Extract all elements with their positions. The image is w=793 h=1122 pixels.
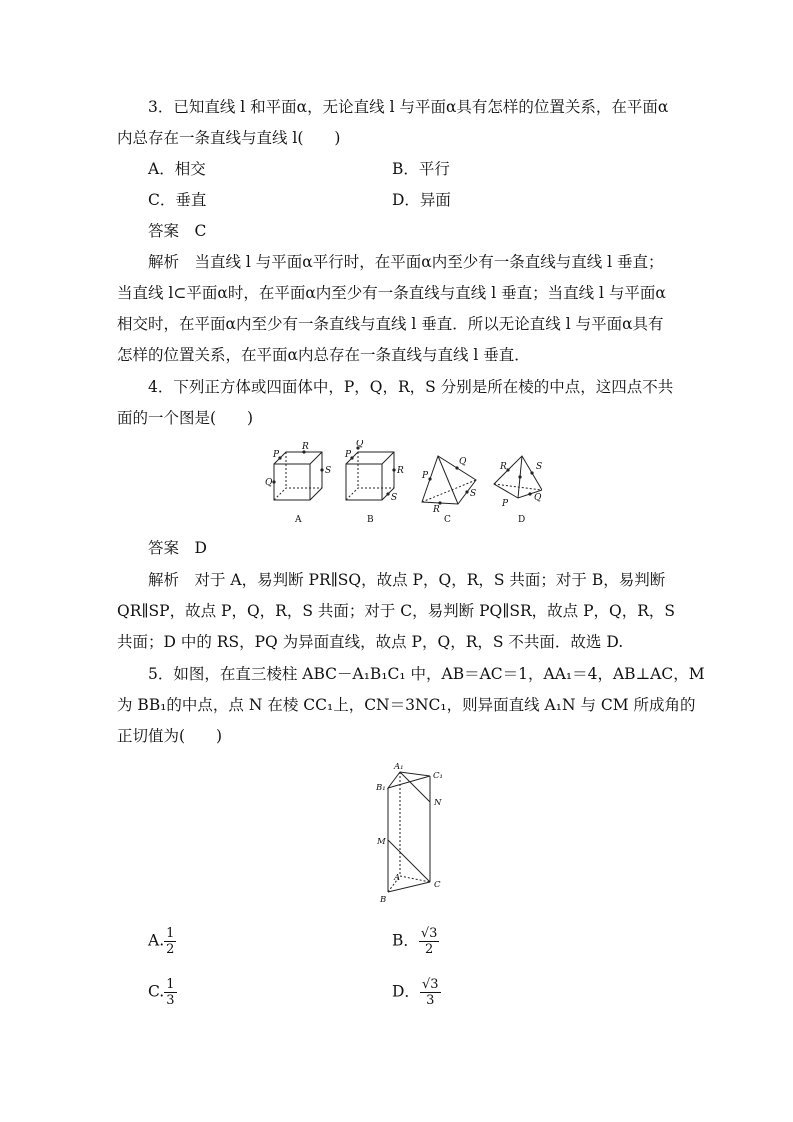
q4-label-p-c: P: [422, 471, 429, 481]
q3-analysis-line1: 解析 当直线 l 与平面α平行时，在平面α内至少有一条直线与直线 l 垂直；: [148, 253, 664, 271]
q4-label-s-d: S: [536, 462, 542, 472]
q5-option-b-fraction: [419, 926, 440, 957]
q4-caption-d: D: [518, 515, 526, 525]
q4-label-r-d: R: [500, 462, 507, 472]
q3-option-d: D．异面: [392, 191, 451, 209]
q3-option-b: B．平行: [392, 160, 450, 178]
q5-label-m: M: [377, 837, 386, 847]
q4-answer: 答案 D: [148, 539, 207, 557]
q5-label-n: N: [434, 798, 442, 808]
q5-prism-figure: [372, 760, 452, 910]
q4-label-q-a: Q: [265, 478, 273, 488]
q4-figure: [262, 440, 542, 528]
q4-label-p-b: P: [345, 450, 352, 460]
q4-label-p-a: P: [273, 450, 280, 460]
q5-option-b-label: B．: [392, 931, 419, 950]
q4-caption-a: A: [295, 515, 302, 525]
q4-stem-line2: 面的一个图是( ): [117, 409, 254, 427]
q3-analysis-line3: 相交时，在平面α内至少有一条直线与直线 l 垂直．所以无论直线 l 与平面α具有: [117, 315, 664, 333]
q5-option-d-numerator: √3: [421, 977, 439, 992]
q5-option-c-numerator: 1: [166, 977, 175, 992]
q5-stem-line1: 5．如图，在直三棱柱 ABC－A₁B₁C₁ 中，AB＝AC＝1，AA₁＝4，AB⊥AC，M: [148, 665, 705, 683]
q5-label-b1: B₁: [376, 783, 386, 793]
q4-analysis-line2: QR∥SP，故点 P，Q，R，S 共面；对于 C，易判断 PQ∥SR，故点 P，Q，R，S: [117, 602, 676, 620]
q4-stem-line1: 4．下列正方体或四面体中，P，Q，R，S 分别是所在棱的中点，这四点不共: [148, 378, 674, 396]
q5-option-b-numerator: √3: [420, 926, 438, 941]
q5-label-a: A: [394, 873, 401, 883]
q5-option-a-fraction: [164, 926, 176, 957]
q3-stem-line1: 3．已知直线 l 和平面α，无论直线 l 与平面α具有怎样的位置关系，在平面α: [148, 98, 669, 116]
q5-option-b-denominator: 2: [425, 942, 434, 957]
q4-label-q-c: Q: [459, 457, 467, 467]
q4-label-s-c: S: [470, 489, 477, 499]
q5-label-c: C: [434, 880, 441, 890]
q5-option-c-fraction: [164, 977, 176, 1008]
q4-caption-b: B: [367, 515, 374, 525]
q5-option-d-label: D．: [392, 982, 420, 1001]
q5-option-c-denominator: 3: [166, 993, 175, 1008]
q4-analysis-line3: 共面；D 中的 RS，PQ 为异面直线，故点 P，Q，R，S 不共面．故选 D.: [117, 633, 624, 651]
q5-option-c-label: C.: [148, 982, 165, 1001]
q4-label-q-d: Q: [534, 493, 542, 503]
q3-answer: 答案 C: [148, 222, 207, 240]
q5-option-a-denominator: 2: [166, 942, 175, 957]
q4-analysis-line1: 解析 对于 A，易判断 PR∥SQ，故点 P，Q，R，S 共面；对于 B，易判断: [148, 571, 666, 589]
q5-label-c1: C₁: [433, 771, 443, 781]
q5-option-d-denominator: 3: [426, 993, 435, 1008]
q4-label-s-b: S: [391, 493, 398, 503]
q5-option-a: [148, 926, 176, 957]
q5-option-b: [392, 926, 439, 957]
q3-stem-line2: 内总存在一条直线与直线 l( ): [117, 129, 341, 147]
q4-label-r-c: R: [433, 505, 440, 515]
q3-analysis-line4: 怎样的位置关系，在平面α内总存在一条直线与直线 l 垂直．: [117, 346, 530, 364]
q5-option-a-label: A.: [148, 931, 165, 950]
q4-label-r-a: R: [302, 442, 309, 452]
q3-analysis-line2: 当直线 l⊂平面α时，在平面α内至少有一条直线与直线 l 垂直；当直线 l 与平面α: [117, 284, 666, 302]
q5-stem-line2: 为 BB₁的中点，点 N 在棱 CC₁上，CN＝3NC₁，则异面直线 A₁N 与 CM 所成角的: [117, 696, 696, 714]
q5-option-c: [148, 977, 177, 1008]
q4-label-q-b: Q: [356, 440, 364, 449]
q4-label-r-b: R: [397, 466, 404, 476]
q5-label-a1: A₁: [394, 762, 404, 772]
q5-stem-line3: 正切值为( ): [117, 727, 223, 745]
q3-option-c: C．垂直: [148, 191, 207, 209]
q5-option-d-fraction: [420, 977, 441, 1008]
q4-caption-c: C: [444, 515, 451, 525]
q4-label-p-d: P: [502, 499, 509, 509]
q5-option-a-numerator: 1: [166, 926, 175, 941]
q5-label-b: B: [380, 895, 387, 905]
q5-option-d: [392, 977, 441, 1008]
q3-option-a: A．相交: [148, 160, 206, 178]
q4-label-s-a: S: [325, 466, 332, 476]
